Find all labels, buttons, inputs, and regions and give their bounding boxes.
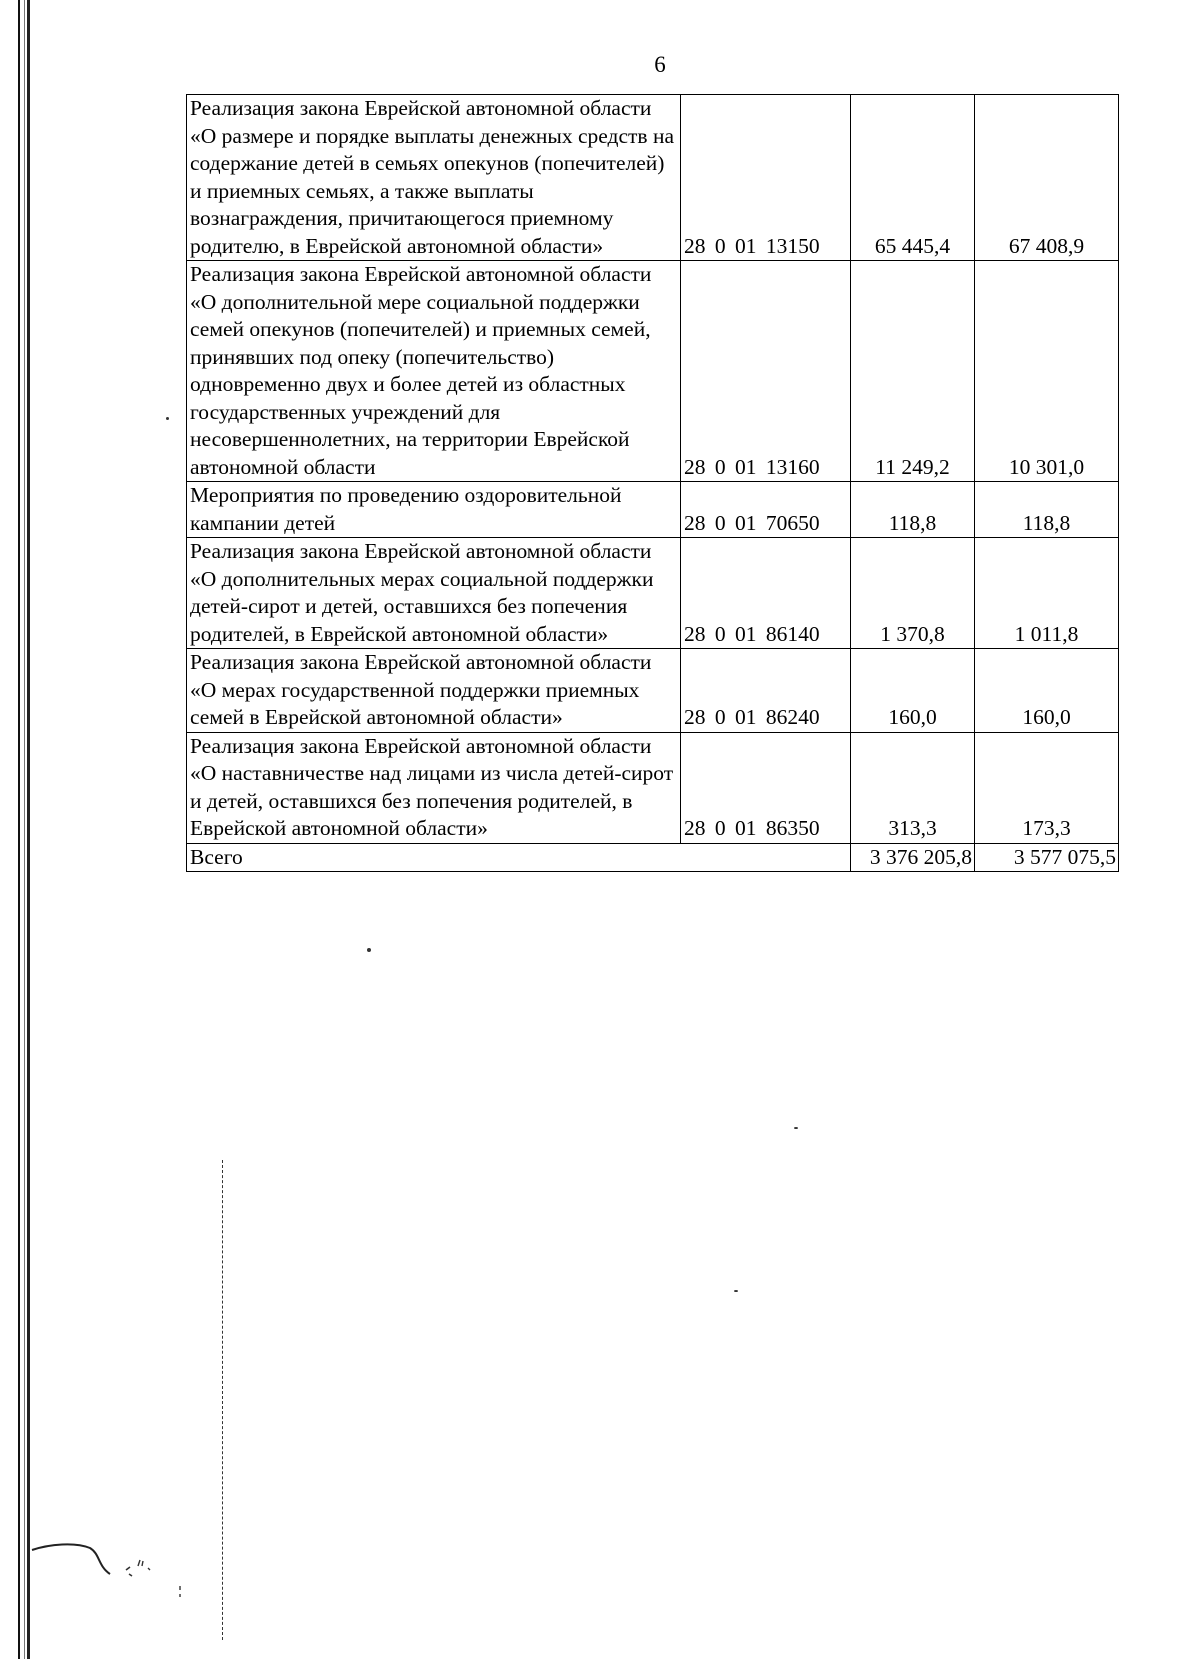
row-name: Реализация закона Еврейской автономной области «О размере и порядке выплаты денежных средств на содержание детей в семьях опекунов (попечителей) и приемных семьях, а также выплаты вознаграждения, причитающегося приемному родителю, в Еврейской автономной области» [187, 95, 681, 261]
budget-table [186, 94, 1119, 872]
row-value-1: 1 370,8 [851, 538, 975, 649]
scan-speck [166, 417, 169, 420]
row-value-2: 118,8 [975, 482, 1119, 538]
row-value-1: 65 445,4 [851, 95, 975, 261]
row-name: Реализация закона Еврейской автономной области «О наставничестве над лицами из числа детей-сирот и детей, оставшихся без попечения родителей, в Еврейской автономной области» [187, 732, 681, 843]
row-value-2: 10 301,0 [975, 261, 1119, 482]
row-name: Мероприятия по проведению оздоровительной кампании детей [187, 482, 681, 538]
row-code: 28 0 01 13160 [681, 261, 851, 482]
row-code: 28 0 01 13150 [681, 95, 851, 261]
table-row [187, 482, 1119, 538]
scan-scribble [30, 1530, 200, 1610]
row-value-1: 160,0 [851, 649, 975, 733]
table-row [187, 732, 1119, 843]
row-code: 28 0 01 86350 [681, 732, 851, 843]
scan-edge-line [18, 0, 20, 1659]
row-name: Реализация закона Еврейской автономной области «О мерах государственной поддержки приемных семей в Еврейской автономной области» [187, 649, 681, 733]
scan-dashed-line [222, 1160, 223, 1640]
row-value-2: 173,3 [975, 732, 1119, 843]
row-code: 28 0 01 70650 [681, 482, 851, 538]
row-value-2: 160,0 [975, 649, 1119, 733]
row-value-1: 118,8 [851, 482, 975, 538]
row-code: 28 0 01 86140 [681, 538, 851, 649]
total-label: Всего [187, 843, 851, 872]
scan-speck [794, 1127, 798, 1129]
table-row [187, 95, 1119, 261]
page-number: 6 [654, 52, 666, 77]
scan-speck [367, 948, 371, 952]
scan-edge-line [27, 0, 30, 1659]
total-value-2: 3 577 075,5 [975, 843, 1119, 872]
table-row [187, 538, 1119, 649]
row-value-2: 1 011,8 [975, 538, 1119, 649]
row-name: Реализация закона Еврейской автономной области «О дополнительных мерах социальной поддержки детей-сирот и детей, оставшихся без попечения родителей, в Еврейской автономной области» [187, 538, 681, 649]
row-value-2: 67 408,9 [975, 95, 1119, 261]
table-row [187, 261, 1119, 482]
scan-edge-line [24, 0, 25, 1659]
table-row [187, 649, 1119, 733]
row-code: 28 0 01 86240 [681, 649, 851, 733]
row-name: Реализация закона Еврейской автономной области «О дополнительной мере социальной поддержки семей опекунов (попечителей) и приемных семей, принявших под опеку (попечительство) одновременно двух и более детей из областных государственных учреждений для несовершеннолетних, на территории Еврейской автономной области [187, 261, 681, 482]
row-value-1: 11 249,2 [851, 261, 975, 482]
total-row [187, 843, 1119, 872]
row-value-1: 313,3 [851, 732, 975, 843]
scan-speck [734, 1290, 738, 1292]
total-value-1: 3 376 205,8 [851, 843, 975, 872]
